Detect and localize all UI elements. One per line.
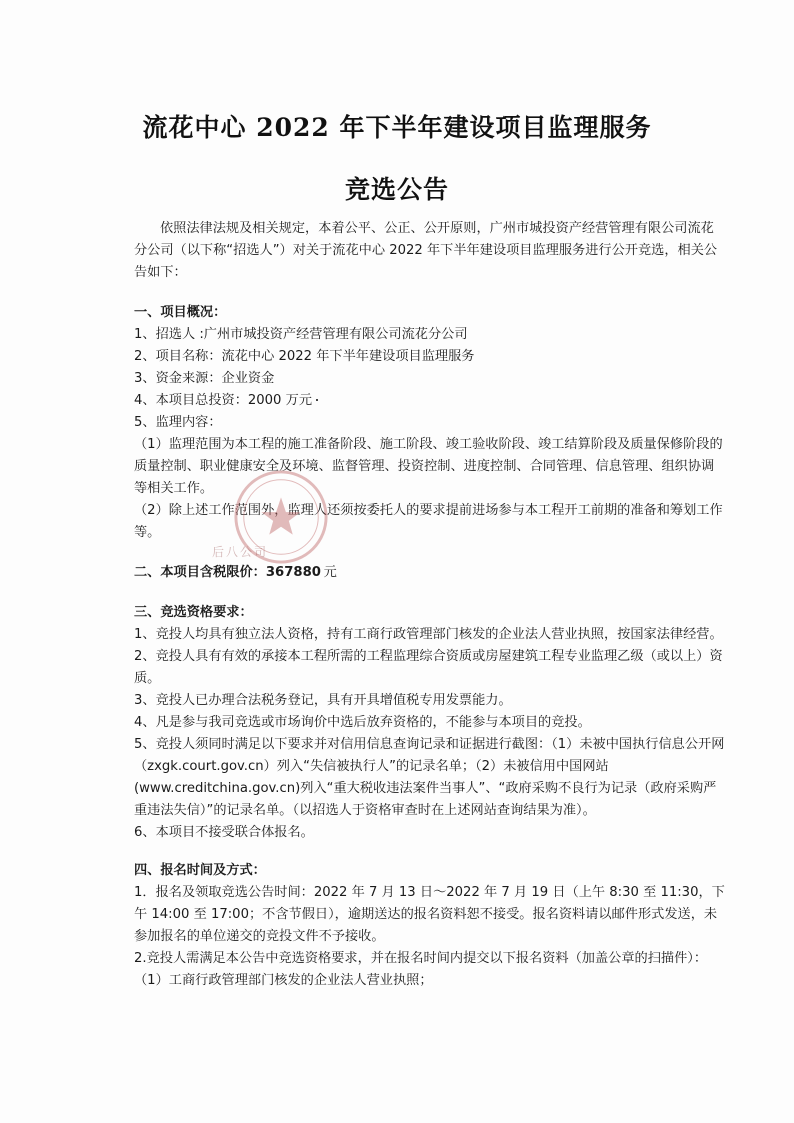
document-title-line1: 流花中心 2022 年下半年建设项目监理服务	[142, 113, 652, 142]
scan-dot-mark	[316, 399, 318, 401]
section2-price-value: 367880	[265, 565, 321, 580]
section1-item-4	[134, 390, 726, 412]
section3-item-4: 4、凡是参与我司竞选或市场询价中选后放弃资格的，不能参与本项目的竞投。	[134, 715, 591, 730]
section3-item-6: 6、本项目不接受联合体报名。	[134, 825, 314, 840]
section1-item-5: 5、监理内容：	[134, 415, 222, 430]
intro-paragraph: 依照法律法规及相关规定，本着公平、公正、公开原则，广州市城投资产经营管理有限公司流花分公司（以下称“招选人”）对关于流花中心 2022 年下半年建设项目监理服务进行公开竞选，相关公告如下：	[134, 221, 718, 280]
section4-item-2: 2.竞投人需满足本公告中竞选资格要求，并在报名时间内提交以下报名资料（加盖公章的扫描件）：	[134, 951, 708, 966]
document-title-line2: 竞选公告	[344, 175, 449, 204]
spacer	[134, 844, 726, 860]
section2-label: 二、本项目含税限价：	[134, 565, 266, 580]
section3-item-2: 2、竞投人具有有效的承接本工程所需的工程监理综合资质或房屋建筑工程专业监理乙级（或以上）资质。	[134, 649, 723, 686]
section4-heading: 四、报名时间及方式：	[134, 863, 266, 878]
section3-item-3: 3、竞投人已办理合法税务登记，具有开具增值税专用发票能力。	[134, 693, 512, 708]
seal-text: 后八公司	[212, 545, 269, 559]
section3-item-1: 1、竞投人均具有独立法人资格，持有工商行政管理部门核发的企业法人营业执照，按国家法律经营。	[134, 627, 723, 642]
section1-sub-1: （1）监理范围为本工程的施工准备阶段、施工阶段、竣工验收阶段、竣工结算阶段及质量保修阶段的质量控制、职业健康安全及环境、监督管理、投资控制、进度控制、合同管理、信息管理、组织协调等相关工作。	[134, 437, 723, 496]
spacer	[134, 584, 726, 602]
section2-price-unit: 元	[323, 565, 337, 580]
section4-item-1: 1．报名及领取竞选公告时间：2022 年 7 月 13 日～2022 年 7 月 19 日（上午 8:30 至 11:30，下午 14:00 至 17:00；不含节假日），逾期送达的报名资料恕不接受。报名资料请以邮件形式发送，未参加报名的单位递交的竞投文件不予接收。	[134, 885, 725, 944]
section3-heading: 三、竞选资格要求：	[134, 605, 253, 620]
section1-sub-2: （2）除上述工作范围外，监理人还须按委托人的要求提前进场参与本工程开工前期的准备和筹划工作等。	[134, 503, 723, 540]
spacer	[134, 284, 726, 302]
section1-item-4-text: 4、本项目总投资：2000 万元	[134, 393, 313, 408]
section1-heading: 一、项目概况：	[134, 305, 227, 320]
section2-price-line	[134, 562, 726, 584]
section1-item-1: 1、招选人 :广州市城投资产经营管理有限公司流花分公司	[134, 327, 468, 342]
section4-item-3: （1）工商行政管理部门核发的企业法人营业执照；	[134, 973, 433, 988]
document-body	[134, 218, 726, 992]
section1-item-2: 2、项目名称：流花中心 2022 年下半年建设项目监理服务	[134, 349, 475, 364]
section3-item-5: 5、竞投人须同时满足以下要求并对信用信息查询记录和证据进行截图：（1）未被中国执行信息公开网（zxgk.court.gov.cn）列入“失信被执行人”的记录名单；（2）未被信用中国网站(www.creditchina.gov.cn)列入“重大税收违法案件当事人”、“政府采购不良行为记录（政府采购严重违法失信）”的记录名单。（以招选人于资格审查时在上述网站查询结果为准）。	[134, 737, 725, 818]
section1-item-3: 3、资金来源：企业资金	[134, 371, 275, 386]
